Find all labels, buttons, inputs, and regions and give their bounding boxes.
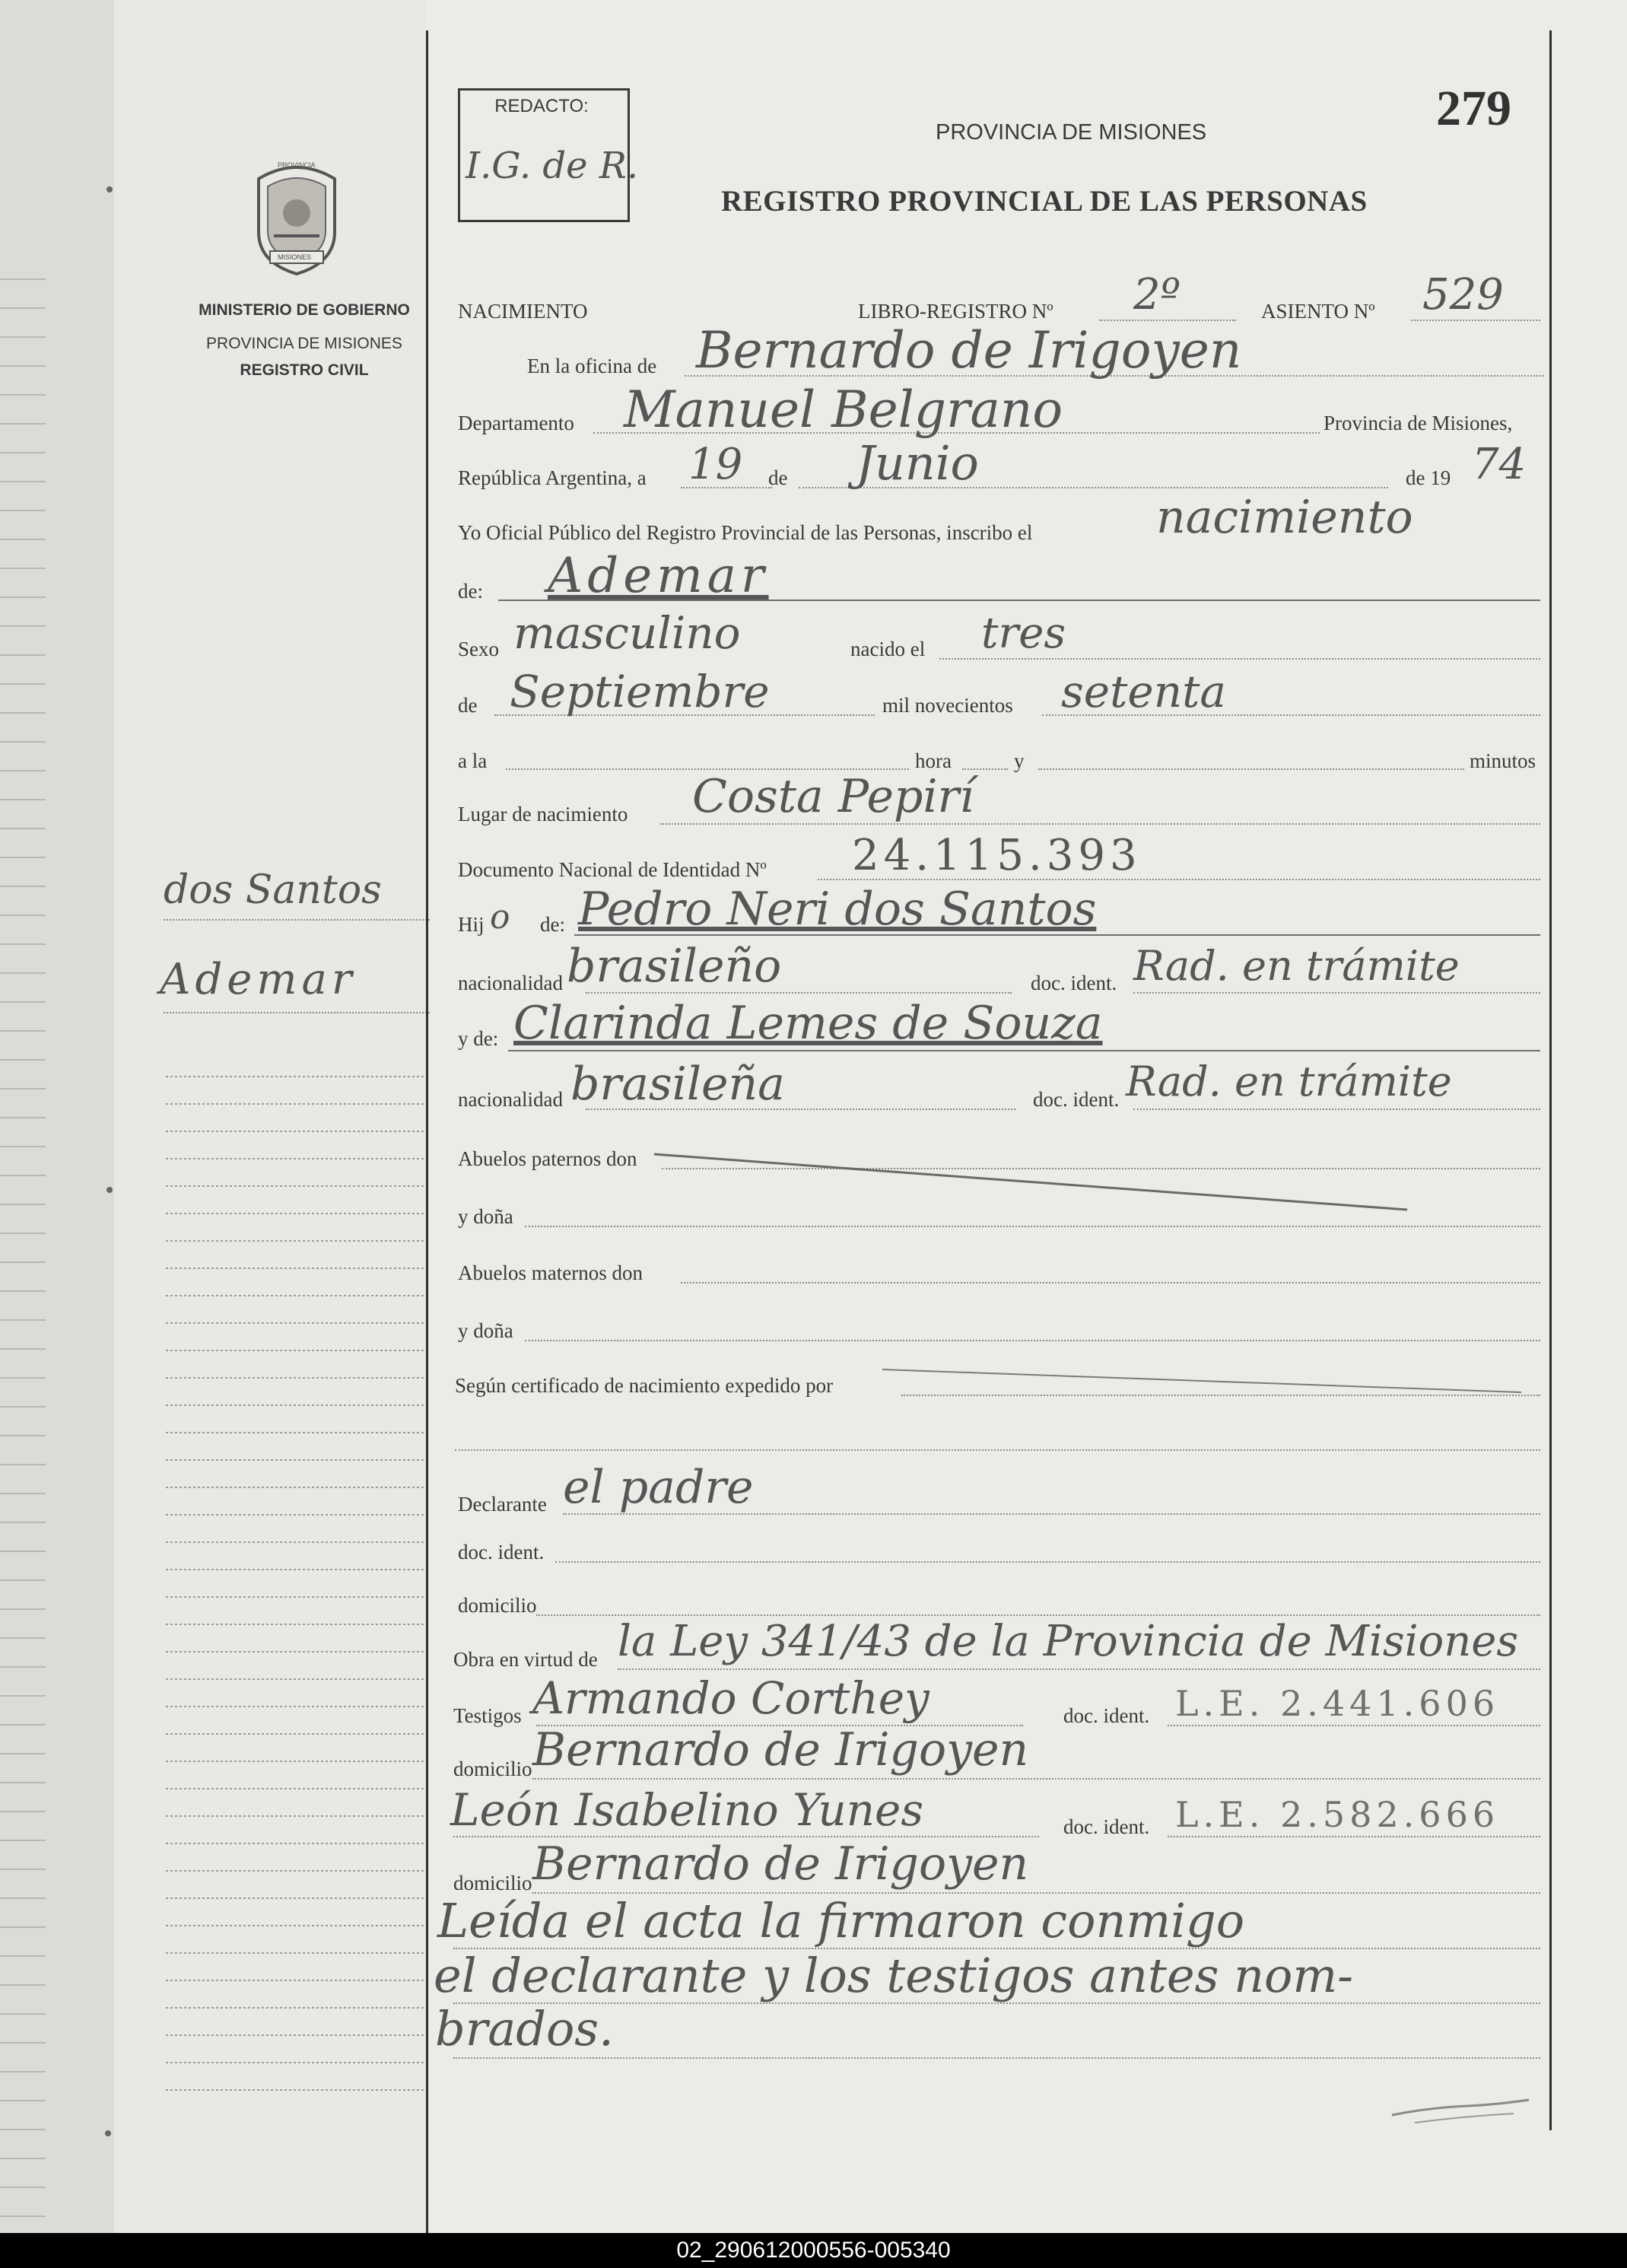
republica-label: República Argentina, a: [458, 466, 647, 489]
testigo2-doc: L.E. 2.582.666: [1175, 1794, 1500, 1835]
birth-month-value: Septiembre: [510, 666, 770, 717]
declarante-label: Declarante: [458, 1493, 547, 1516]
obra-value: la Ley 341/43 de la Provincia de Misiones: [618, 1617, 1519, 1666]
margin-given-name: Ademar: [160, 955, 357, 1004]
abuelos-maternos-label: Abuelos maternos don: [458, 1261, 643, 1284]
testigo1-doc-label: doc. ident.: [1063, 1704, 1150, 1727]
dni-label: Documento Nacional de Identidad Nº: [458, 858, 767, 881]
de-month-label: de: [458, 694, 478, 717]
sexo-label: Sexo: [458, 638, 499, 660]
day-value: 19: [688, 440, 743, 489]
declarante-dom-line: [536, 1614, 1540, 1616]
de-name-label: de:: [458, 580, 483, 603]
declarante-doc-line: [555, 1561, 1540, 1563]
yo-oficial-label: Yo Oficial Público del Registro Provincial de las Personas, inscribo el: [458, 521, 1033, 544]
oficina-value: Bernardo de Irigoyen: [696, 321, 1242, 380]
form-right-border: [1549, 30, 1552, 2130]
year-value: 74: [1472, 440, 1527, 489]
testigo2-name: León Isabelino Yunes: [450, 1784, 924, 1836]
ministry-line-1: MINISTERIO DE GOBIERNO: [199, 301, 410, 319]
asiento-value: 529: [1422, 270, 1504, 320]
mother-doc: Rad. en trámite: [1126, 1058, 1452, 1105]
testigo2-doc-label: doc. ident.: [1063, 1815, 1150, 1838]
redacto-value: I.G. de R.: [466, 145, 639, 187]
segun-label: Según certificado de nacimiento expedido por: [455, 1374, 834, 1397]
inscribo-value: nacimiento: [1156, 491, 1413, 544]
y-de-label: y de:: [458, 1027, 499, 1050]
father-nationality: brasileño: [567, 940, 782, 993]
ministry-line-2: PROVINCIA DE MISIONES: [206, 335, 402, 352]
redacto-label: REDACTO:: [494, 96, 589, 116]
doc-ident-label-2: doc. ident.: [1033, 1088, 1120, 1111]
margin-underline: [164, 919, 430, 921]
hijo-label: Hij: [458, 913, 485, 936]
segun-line-2: [455, 1449, 1540, 1451]
mother-value: Clarinda Lemes de Souza: [513, 997, 1103, 1050]
nacido-label: nacido el: [850, 638, 926, 660]
binding-hole: [106, 1187, 113, 1193]
testigo2-domicilio-label: domicilio: [453, 1872, 532, 1894]
seal-bottom-text: MISIONES: [278, 253, 312, 261]
testigo2-domicilio: Bernardo de Irigoyen: [532, 1837, 1029, 1891]
domicilio-label: domicilio: [458, 1594, 537, 1617]
closing-line-2-rule: [453, 2002, 1540, 2004]
lugar-line: [660, 823, 1540, 825]
nacionalidad-label: nacionalidad: [458, 972, 563, 994]
sexo-value: masculino: [513, 607, 741, 659]
binding-hole: [105, 2130, 111, 2136]
hora-label: hora: [915, 749, 952, 772]
type-label: NACIMIENTO: [458, 300, 588, 323]
left-strip-lines: [0, 251, 46, 2229]
testigo1-doc: L.E. 2.441.606: [1175, 1683, 1500, 1724]
declarante-value: el padre: [563, 1461, 754, 1514]
testigo1-name: Armando Corthey: [532, 1672, 929, 1724]
abuelos-paternos-label: Abuelos paternos don: [458, 1147, 637, 1170]
mother-nationality: brasileña: [570, 1058, 785, 1111]
departamento-label: Departamento: [458, 412, 574, 434]
nacido-day-value: tres: [981, 609, 1066, 658]
asiento-label: ASIENTO Nº: [1261, 300, 1375, 323]
dni-value: 24.115.393: [852, 831, 1142, 880]
departamento-value: Manuel Belgrano: [624, 380, 1063, 439]
y-dona-label: y doña: [458, 1205, 513, 1228]
page-number: 279: [1436, 81, 1511, 136]
nacido-line: [939, 658, 1540, 660]
month-value: Junio: [856, 435, 979, 491]
closing-line-1: Leída el acta la firmaron conmigo: [437, 1893, 1245, 1948]
de-19-label: de 19: [1406, 466, 1451, 489]
doc-ident-full-label: doc. ident.: [458, 1541, 545, 1563]
libro-value: 2º: [1133, 270, 1181, 320]
footer-code: 02_290612000556-005340: [676, 2238, 951, 2263]
header-province: PROVINCIA DE MISIONES: [936, 120, 1207, 145]
father-doc-line: [1133, 992, 1540, 994]
libro-label: LIBRO-REGISTRO Nº: [858, 300, 1053, 323]
testigo1-doc-line: [1168, 1725, 1540, 1726]
hijo-de-label: de:: [540, 913, 565, 936]
signature-mark: [1384, 2085, 1536, 2130]
closing-line-2: el declarante y los testigos antes nom-: [434, 1948, 1354, 2003]
minutos-line: [1038, 768, 1464, 770]
y-dona-label-2: y doña: [458, 1319, 513, 1342]
father-value: Pedro Neri dos Santos: [578, 883, 1097, 936]
closing-line-3: brados.: [435, 2001, 614, 2056]
father-doc: Rad. en trámite: [1133, 942, 1460, 990]
closing-line-3-rule: [453, 2057, 1540, 2059]
mother-doc-line: [1133, 1109, 1540, 1110]
margin-dotted-lines: [166, 1050, 428, 2092]
doc-ident-label: doc. ident.: [1031, 972, 1117, 994]
margin-underline: [164, 1012, 430, 1013]
ministry-line-3: REGISTRO CIVIL: [240, 361, 369, 379]
birth-year-value: setenta: [1061, 666, 1226, 717]
provincia-label: Provincia de Misiones,: [1324, 412, 1513, 434]
testigo1-dom-line: [532, 1778, 1540, 1780]
oficina-label: En la oficina de: [527, 355, 657, 377]
y-label: y: [1014, 749, 1025, 772]
lugar-label: Lugar de nacimiento: [458, 803, 628, 825]
minutos-label: minutos: [1470, 749, 1536, 772]
cross-out-strokes: [426, 1126, 1552, 1408]
testigo1-domicilio: Bernardo de Irigoyen: [532, 1723, 1029, 1777]
binding-hole: [106, 186, 113, 192]
header-registry: REGISTRO PROVINCIAL DE LAS PERSONAS: [721, 185, 1368, 218]
margin-surname: dos Santos: [164, 867, 382, 913]
name-value: Ademar: [548, 548, 769, 604]
obra-line: [618, 1668, 1540, 1670]
asiento-line: [1411, 320, 1540, 321]
mother-line: [508, 1050, 1540, 1051]
seal-top-text: PROVINCIA: [278, 161, 316, 169]
nacionalidad-label-2: nacionalidad: [458, 1088, 563, 1111]
a-la-label: a la: [458, 749, 488, 772]
lugar-value: Costa Pepirí: [692, 770, 974, 823]
testigo2-doc-line: [1168, 1836, 1540, 1837]
testigos-label: Testigos: [453, 1704, 522, 1727]
de-label: de: [768, 466, 788, 489]
testigo1-domicilio-label: domicilio: [453, 1757, 532, 1780]
hijo-suffix: o: [490, 898, 510, 937]
obra-label: Obra en virtud de: [453, 1648, 598, 1671]
mil-label: mil novecientos: [882, 694, 1013, 717]
